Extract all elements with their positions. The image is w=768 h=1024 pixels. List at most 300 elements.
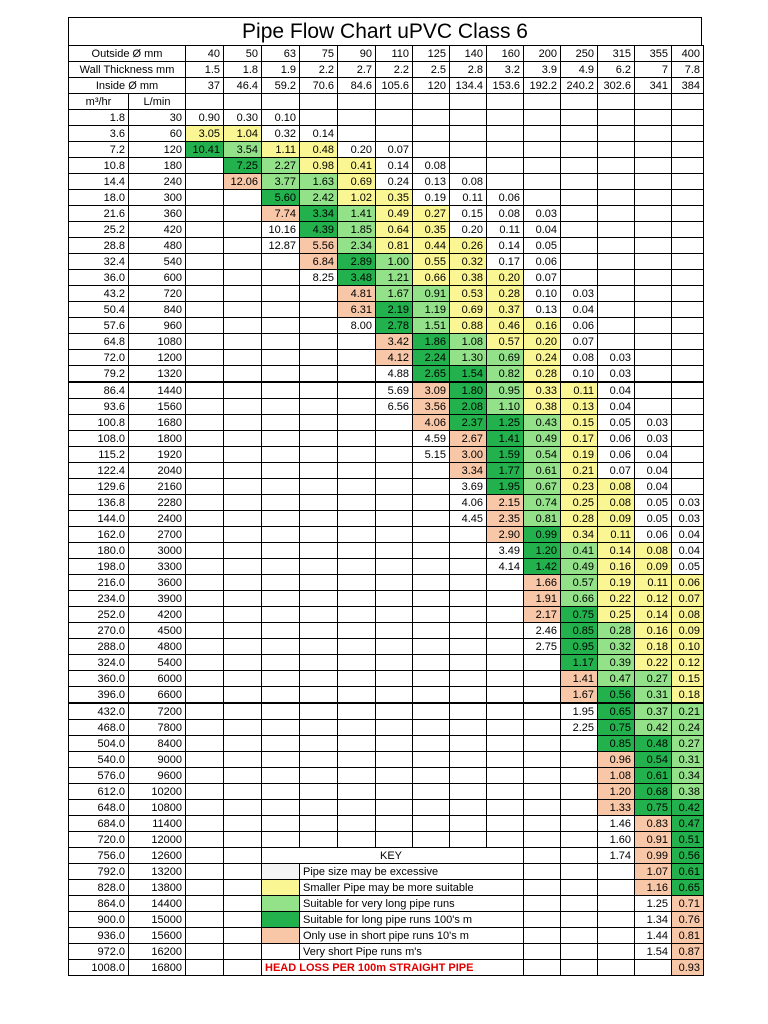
head-loss-cell <box>186 479 224 495</box>
head-loss-cell <box>186 174 224 190</box>
head-loss-cell: 0.19 <box>413 190 450 206</box>
head-loss-cell <box>524 880 561 896</box>
head-loss-cell <box>487 784 524 800</box>
head-loss-cell: 3.00 <box>450 447 487 463</box>
head-loss-cell: 0.49 <box>376 206 413 222</box>
head-loss-cell <box>224 639 262 655</box>
head-loss-cell: 0.25 <box>598 607 635 623</box>
empty-cell <box>450 94 487 110</box>
head-loss-cell <box>561 206 598 222</box>
head-loss-cell <box>262 399 300 415</box>
head-loss-cell: 0.28 <box>598 623 635 639</box>
head-loss-cell: 1.17 <box>561 655 598 671</box>
table-row <box>69 158 704 174</box>
head-loss-cell <box>635 110 672 126</box>
head-loss-cell <box>224 912 262 928</box>
flow-m3hr: 100.8 <box>69 415 129 431</box>
head-loss-cell <box>376 463 413 479</box>
head-loss-cell <box>186 896 224 912</box>
head-loss-cell: 0.03 <box>598 366 635 383</box>
head-loss-cell: 0.19 <box>598 575 635 591</box>
flow-lmin: 3000 <box>129 543 186 559</box>
head-loss-cell <box>450 784 487 800</box>
header-cell: 2.8 <box>450 62 487 78</box>
flow-lmin: 300 <box>129 190 186 206</box>
head-loss-cell <box>376 816 413 832</box>
head-loss-cell: 0.10 <box>524 286 561 302</box>
head-loss-cell <box>186 190 224 206</box>
head-loss-cell <box>224 543 262 559</box>
head-loss-cell: 0.16 <box>524 318 561 334</box>
head-loss-cell <box>376 687 413 704</box>
head-loss-cell <box>338 671 376 687</box>
head-loss-cell <box>413 479 450 495</box>
head-loss-cell: 1.20 <box>524 543 561 559</box>
head-loss-cell <box>413 511 450 527</box>
head-loss-cell <box>635 270 672 286</box>
head-loss-cell <box>338 655 376 671</box>
head-loss-cell <box>224 238 262 254</box>
head-loss-cell <box>186 944 224 960</box>
head-loss-cell: 1.19 <box>413 302 450 318</box>
head-loss-cell <box>224 687 262 704</box>
head-loss-cell: 0.99 <box>635 848 672 864</box>
head-loss-cell <box>262 366 300 383</box>
table-row <box>69 896 704 912</box>
head-loss-cell: 1.91 <box>524 591 561 607</box>
head-loss-cell <box>450 623 487 639</box>
head-loss-cell <box>450 543 487 559</box>
head-loss-cell: 0.33 <box>524 382 561 399</box>
head-loss-cell <box>300 703 338 720</box>
head-loss-cell: 0.11 <box>635 575 672 591</box>
head-loss-cell: 1.30 <box>450 350 487 366</box>
head-loss-cell <box>672 254 704 270</box>
head-loss-cell <box>224 960 262 976</box>
head-loss-cell <box>186 495 224 511</box>
head-loss-cell: 0.07 <box>561 334 598 350</box>
head-loss-cell: 1.34 <box>635 912 672 928</box>
head-loss-cell: 1.41 <box>487 431 524 447</box>
head-loss-cell: 0.11 <box>561 382 598 399</box>
flow-m3hr: 21.6 <box>69 206 129 222</box>
flow-lmin: 6600 <box>129 687 186 704</box>
flow-lmin: 7800 <box>129 720 186 736</box>
head-loss-cell <box>186 286 224 302</box>
header-cell: 125 <box>413 46 450 62</box>
head-loss-cell <box>635 334 672 350</box>
head-loss-cell <box>561 880 598 896</box>
flow-m3hr: 115.2 <box>69 447 129 463</box>
head-loss-cell <box>186 543 224 559</box>
head-loss-cell: 0.43 <box>524 415 561 431</box>
head-loss-cell <box>186 575 224 591</box>
flow-m3hr: 14.4 <box>69 174 129 190</box>
head-loss-cell: 0.31 <box>635 687 672 704</box>
head-loss-cell: 1.02 <box>338 190 376 206</box>
flow-lmin: 16200 <box>129 944 186 960</box>
head-loss-cell <box>338 800 376 816</box>
head-loss-cell <box>224 880 262 896</box>
head-loss-cell <box>487 768 524 784</box>
head-loss-cell: 2.15 <box>487 495 524 511</box>
head-loss-cell <box>186 382 224 399</box>
head-loss-cell <box>413 495 450 511</box>
flow-m3hr: 1008.0 <box>69 960 129 976</box>
head-loss-cell <box>376 655 413 671</box>
head-loss-cell <box>262 559 300 575</box>
head-loss-cell <box>186 206 224 222</box>
table-row <box>69 270 704 286</box>
head-loss-cell: 0.09 <box>598 511 635 527</box>
head-loss-cell <box>450 752 487 768</box>
head-loss-cell <box>338 768 376 784</box>
head-loss-cell <box>338 639 376 655</box>
head-loss-cell: 1.00 <box>376 254 413 270</box>
header-label: Inside Ø mm <box>69 78 186 94</box>
head-loss-cell <box>338 559 376 575</box>
head-loss-cell <box>186 639 224 655</box>
flow-lmin: 1080 <box>129 334 186 350</box>
head-loss-cell <box>186 607 224 623</box>
head-loss-cell <box>635 286 672 302</box>
flow-lmin: 9600 <box>129 768 186 784</box>
head-loss-cell <box>635 206 672 222</box>
header-cell: 105.6 <box>376 78 413 94</box>
table-row <box>69 415 704 431</box>
header-cell: 240.2 <box>561 78 598 94</box>
head-loss-cell: 4.06 <box>413 415 450 431</box>
head-loss-cell: 1.08 <box>450 334 487 350</box>
head-loss-cell <box>524 720 561 736</box>
head-loss-cell <box>186 158 224 174</box>
head-loss-cell <box>300 527 338 543</box>
flow-lmin: 180 <box>129 158 186 174</box>
table-row <box>69 687 704 704</box>
flow-m3hr: 43.2 <box>69 286 129 302</box>
flow-lmin: 4200 <box>129 607 186 623</box>
head-loss-cell <box>262 511 300 527</box>
table-row <box>69 639 704 655</box>
head-loss-cell: 0.42 <box>672 800 704 816</box>
head-loss-cell: 0.24 <box>524 350 561 366</box>
head-loss-cell <box>186 350 224 366</box>
empty-cell <box>598 94 635 110</box>
head-loss-cell <box>186 768 224 784</box>
flow-m3hr: 684.0 <box>69 816 129 832</box>
pipe-flow-chart <box>68 17 702 976</box>
head-loss-cell: 3.56 <box>413 399 450 415</box>
head-loss-cell <box>224 511 262 527</box>
flow-lmin: 2280 <box>129 495 186 511</box>
head-loss-cell <box>262 495 300 511</box>
head-loss-cell: 0.67 <box>524 479 561 495</box>
table-row <box>69 800 704 816</box>
head-loss-cell <box>224 736 262 752</box>
head-loss-cell: 1.44 <box>635 928 672 944</box>
head-loss-cell <box>300 591 338 607</box>
head-loss-cell <box>338 382 376 399</box>
head-loss-cell <box>300 399 338 415</box>
head-loss-cell: 1.67 <box>376 286 413 302</box>
head-loss-cell: 0.69 <box>450 302 487 318</box>
table-row <box>69 350 704 366</box>
flow-m3hr: 10.8 <box>69 158 129 174</box>
head-loss-cell <box>262 447 300 463</box>
empty-cell <box>300 94 338 110</box>
head-loss-cell: 0.56 <box>598 687 635 704</box>
head-loss-cell <box>561 832 598 848</box>
head-loss-cell <box>186 559 224 575</box>
head-loss-cell <box>262 752 300 768</box>
header-cell: 355 <box>635 46 672 62</box>
head-loss-cell <box>262 800 300 816</box>
head-loss-cell <box>598 302 635 318</box>
head-loss-cell: 2.46 <box>524 623 561 639</box>
flow-lmin: 960 <box>129 318 186 334</box>
head-loss-cell <box>672 447 704 463</box>
table-row <box>69 366 704 383</box>
flow-m3hr: 25.2 <box>69 222 129 238</box>
flow-m3hr: 864.0 <box>69 896 129 912</box>
head-loss-cell: 0.05 <box>635 495 672 511</box>
flow-lmin: 3900 <box>129 591 186 607</box>
head-loss-cell <box>376 591 413 607</box>
head-loss-cell <box>338 720 376 736</box>
table-row <box>69 832 704 848</box>
head-loss-cell <box>524 768 561 784</box>
header-cell: 302.6 <box>598 78 635 94</box>
head-loss-cell <box>413 639 450 655</box>
table-row <box>69 816 704 832</box>
head-loss-cell <box>376 623 413 639</box>
flow-lmin: 10800 <box>129 800 186 816</box>
head-loss-cell <box>224 527 262 543</box>
lmin-label: L/min <box>129 94 186 110</box>
head-loss-cell <box>672 110 704 126</box>
head-loss-cell: 0.18 <box>672 687 704 704</box>
head-loss-cell <box>376 800 413 816</box>
table-row <box>69 126 704 142</box>
head-loss-cell <box>635 382 672 399</box>
head-loss-cell: 0.28 <box>561 511 598 527</box>
head-loss-cell <box>338 575 376 591</box>
head-loss-cell: 0.95 <box>561 639 598 655</box>
head-loss-cell <box>262 302 300 318</box>
header-cell: 341 <box>635 78 672 94</box>
head-loss-cell <box>338 607 376 623</box>
head-loss-cell: 1.04 <box>224 126 262 142</box>
head-loss-cell <box>186 703 224 720</box>
key-title: KEY <box>262 848 524 864</box>
head-loss-cell: 0.98 <box>300 158 338 174</box>
head-loss-cell <box>635 238 672 254</box>
flow-m3hr: 86.4 <box>69 382 129 399</box>
empty-cell <box>672 94 704 110</box>
head-loss-cell: 0.46 <box>487 318 524 334</box>
head-loss-cell: 0.54 <box>524 447 561 463</box>
head-loss-cell <box>300 607 338 623</box>
key-swatch <box>262 928 300 944</box>
head-loss-cell <box>598 206 635 222</box>
head-loss-cell <box>450 720 487 736</box>
head-loss-cell: 0.57 <box>487 334 524 350</box>
head-loss-cell <box>338 399 376 415</box>
head-loss-cell: 4.88 <box>376 366 413 383</box>
head-loss-cell: 0.41 <box>561 543 598 559</box>
head-loss-cell: 0.04 <box>598 382 635 399</box>
head-loss-cell <box>300 720 338 736</box>
head-loss-cell <box>186 784 224 800</box>
head-loss-cell: 0.34 <box>561 527 598 543</box>
head-loss-cell: 1.86 <box>413 334 450 350</box>
head-loss-cell: 0.93 <box>672 960 704 976</box>
head-loss-cell <box>186 736 224 752</box>
flow-lmin: 13800 <box>129 880 186 896</box>
head-loss-cell: 0.96 <box>598 752 635 768</box>
head-loss-cell <box>524 944 561 960</box>
head-loss-cell <box>224 222 262 238</box>
head-loss-cell <box>487 655 524 671</box>
head-loss-cell: 0.65 <box>672 880 704 896</box>
head-loss-cell: 0.07 <box>672 591 704 607</box>
header-cell: 70.6 <box>300 78 338 94</box>
head-loss-cell <box>224 607 262 623</box>
head-loss-cell: 6.84 <box>300 254 338 270</box>
table-row <box>69 784 704 800</box>
head-loss-cell <box>262 543 300 559</box>
table-row <box>69 174 704 190</box>
header-cell: 75 <box>300 46 338 62</box>
head-loss-cell <box>186 238 224 254</box>
head-loss-cell: 6.56 <box>376 399 413 415</box>
header-cell: 6.2 <box>598 62 635 78</box>
flow-lmin: 60 <box>129 126 186 142</box>
flow-lmin: 12000 <box>129 832 186 848</box>
header-cell: 2.5 <box>413 62 450 78</box>
head-loss-cell <box>561 752 598 768</box>
head-loss-cell <box>561 896 598 912</box>
head-loss-cell <box>224 575 262 591</box>
head-loss-cell <box>672 158 704 174</box>
head-loss-cell <box>224 334 262 350</box>
head-loss-cell <box>487 607 524 623</box>
head-loss-cell <box>224 591 262 607</box>
head-loss-cell <box>450 639 487 655</box>
head-loss-cell: 0.04 <box>635 463 672 479</box>
head-loss-cell <box>524 752 561 768</box>
head-loss-cell <box>376 784 413 800</box>
table-row <box>69 591 704 607</box>
head-loss-cell <box>186 447 224 463</box>
head-loss-cell: 3.77 <box>262 174 300 190</box>
head-loss-cell: 0.66 <box>561 591 598 607</box>
head-loss-cell: 0.10 <box>262 110 300 126</box>
head-loss-cell <box>672 174 704 190</box>
head-loss-cell <box>262 703 300 720</box>
flow-lmin: 420 <box>129 222 186 238</box>
head-loss-cell <box>186 671 224 687</box>
head-loss-cell: 0.14 <box>598 543 635 559</box>
head-loss-cell <box>300 639 338 655</box>
head-loss-cell: 5.60 <box>262 190 300 206</box>
table-row <box>69 575 704 591</box>
head-loss-cell <box>672 334 704 350</box>
head-loss-cell: 0.71 <box>672 896 704 912</box>
head-loss-cell <box>186 960 224 976</box>
head-loss-cell <box>635 302 672 318</box>
head-loss-cell <box>450 816 487 832</box>
flow-lmin: 480 <box>129 238 186 254</box>
head-loss-cell <box>487 591 524 607</box>
head-loss-cell: 0.14 <box>300 126 338 142</box>
empty-cell <box>224 94 262 110</box>
head-loss-cell: 0.19 <box>561 447 598 463</box>
head-loss-cell <box>186 334 224 350</box>
flow-lmin: 1440 <box>129 382 186 399</box>
head-loss-cell <box>413 142 450 158</box>
head-loss-cell <box>262 463 300 479</box>
head-loss-cell <box>672 350 704 366</box>
head-loss-cell: 0.55 <box>413 254 450 270</box>
header-cell: 400 <box>672 46 704 62</box>
head-loss-cell: 0.81 <box>376 238 413 254</box>
head-loss-cell <box>413 543 450 559</box>
head-loss-cell: 2.34 <box>338 238 376 254</box>
head-loss-cell <box>224 928 262 944</box>
table-row <box>69 142 704 158</box>
head-loss-cell: 1.25 <box>635 896 672 912</box>
head-loss-cell <box>413 800 450 816</box>
flow-m3hr: 270.0 <box>69 623 129 639</box>
key-swatch <box>262 864 300 880</box>
head-loss-cell <box>450 800 487 816</box>
head-loss-cell: 4.06 <box>450 495 487 511</box>
head-loss-cell: 0.38 <box>450 270 487 286</box>
table-row <box>69 880 704 896</box>
head-loss-cell <box>450 142 487 158</box>
empty-cell <box>561 94 598 110</box>
head-loss-cell <box>262 431 300 447</box>
head-loss-cell <box>524 736 561 752</box>
head-loss-cell <box>561 960 598 976</box>
head-loss-cell: 4.45 <box>450 511 487 527</box>
head-loss-cell: 0.15 <box>561 415 598 431</box>
head-loss-cell: 0.03 <box>598 350 635 366</box>
head-loss-cell <box>598 944 635 960</box>
head-loss-cell <box>224 896 262 912</box>
head-loss-cell <box>524 800 561 816</box>
head-loss-cell <box>338 527 376 543</box>
head-loss-cell: 0.95 <box>487 382 524 399</box>
head-loss-cell: 0.08 <box>450 174 487 190</box>
table-row <box>69 479 704 495</box>
head-loss-cell: 0.66 <box>413 270 450 286</box>
head-loss-cell <box>672 302 704 318</box>
head-loss-cell <box>561 800 598 816</box>
head-loss-cell: 0.14 <box>487 238 524 254</box>
table-row <box>69 848 704 864</box>
head-loss-cell: 1.95 <box>561 703 598 720</box>
flow-m3hr: 900.0 <box>69 912 129 928</box>
head-loss-cell <box>224 752 262 768</box>
head-loss-cell <box>224 415 262 431</box>
head-loss-cell <box>524 960 561 976</box>
head-loss-cell: 1.54 <box>635 944 672 960</box>
flow-lmin: 1680 <box>129 415 186 431</box>
flow-m3hr: 936.0 <box>69 928 129 944</box>
head-loss-cell <box>224 944 262 960</box>
